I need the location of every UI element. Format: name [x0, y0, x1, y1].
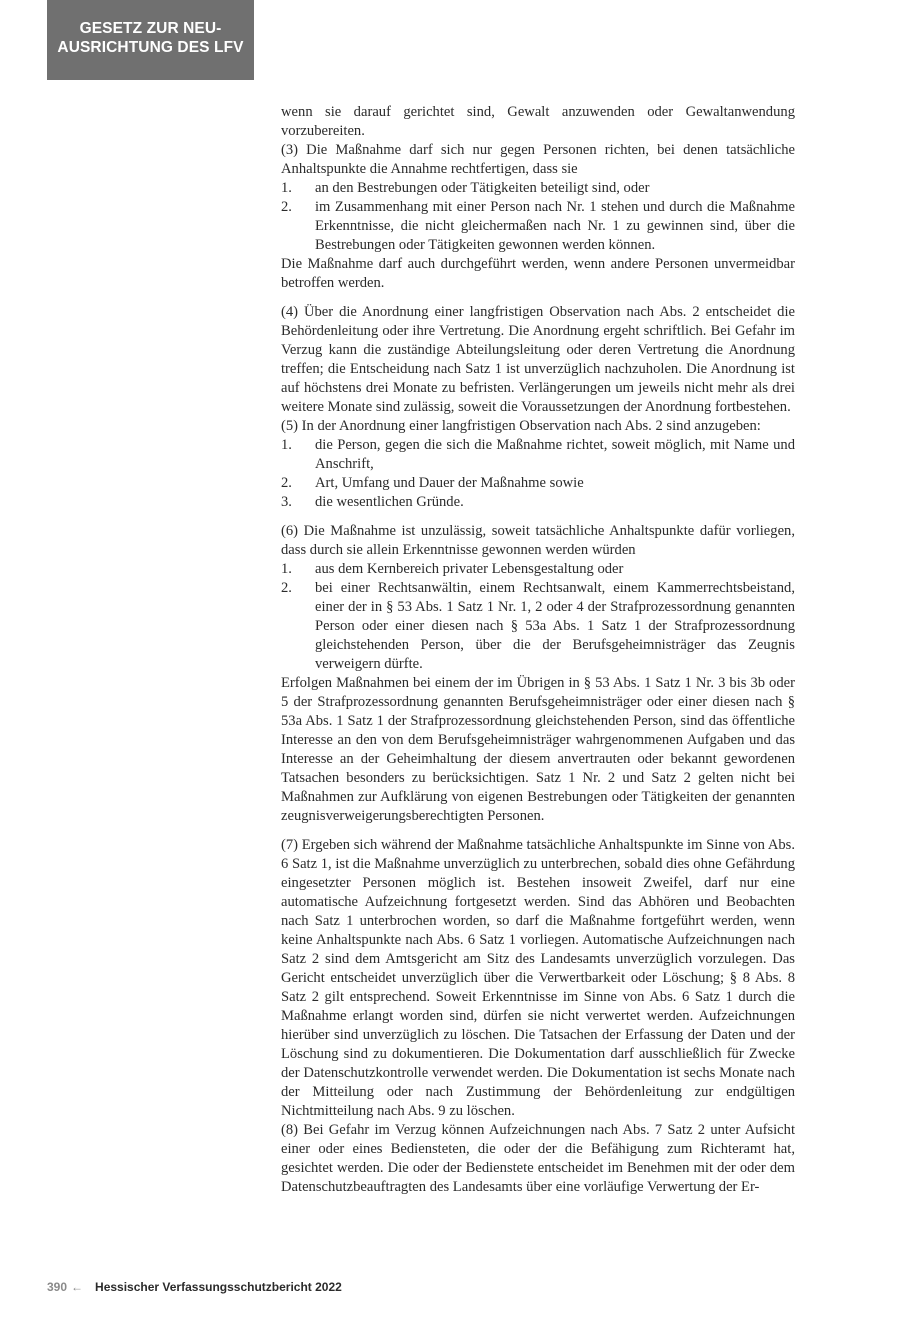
page-number: 390	[47, 1280, 68, 1294]
arrow-left-icon: ←	[71, 1280, 84, 1294]
section-4: (4) Über die Anordnung einer langfristigen Observation nach Abs. 2 entscheidet die Behördenleitung oder ihre Vertretung. Die Anordnung ergeht schriftlich. Bei Gefahr im Verzug kann die zuständige Abteilungsleitung oder deren Vertretung die Anordnung treffen; die Entscheidung nach Satz 1 ist unverzüglich nachzuholen. Die Anordnung ist auf höchstens drei Monate zu befristen. Verlängerungen um jeweils nicht mehr als drei weitere Monate sind zulässig, soweit die Voraussetzungen der Anordnung fortbestehen.	[281, 304, 795, 415]
section-3	[281, 141, 795, 293]
list-item-text: die Person, gegen die sich die Maßnahme richtet, soweit möglich, mit Name und Anschrift,	[315, 437, 795, 472]
list-item-text: an den Bestrebungen oder Tätigkeiten beteiligt sind, oder	[315, 180, 650, 196]
chapter-title-line-1: GESETZ ZUR NEU-	[79, 20, 222, 37]
list-item-text: im Zusammenhang mit einer Person nach Nr. 1 stehen und durch die Maßnahme Erkenntnisse, die nicht gleichermaßen nach Nr. 1 zu gewinnen sind, über die Bestrebungen oder Tätigkeiten gewonnen werden können.	[315, 199, 795, 253]
list-item	[281, 493, 795, 512]
list-item-number: 3.	[281, 494, 292, 510]
list-item-text: aus dem Kernbereich privater Lebensgestaltung oder	[315, 561, 624, 577]
section-7: (7) Ergeben sich während der Maßnahme tatsächliche Anhaltspunkte im Sinne von Abs. 6 Satz 1, ist die Maßnahme unverzüglich zu unterbrechen, sobald dies ohne Gefährdung eingesetzter Personen möglich ist. Bestehen insoweit Zweifel, darf nur eine automatische Aufzeichnung fortgesetzt werden. Sind das Abhören und Beobachten nach Satz 1 unterbrochen worden, so darf die Maßnahme fortgeführt werden, wenn keine Anhaltspunkte nach Abs. 6 Satz 1 vorliegen. Automatische Aufzeichnungen nach Satz 2 sind dem Amtsgericht am Sitz des Landesamts unverzüglich vorzulegen. Das Gericht entscheidet unverzüglich über die Verwertbarkeit oder Löschung; § 8 Abs. 8 Satz 2 gilt entsprechend. Soweit Erkenntnisse im Sinne von Abs. 6 Satz 1 durch die Maßnahme erlangt worden sind, dürfen sie nicht verwertet werden. Aufzeichnungen hierüber sind unverzüglich zu löschen. Die Tatsachen der Erfassung der Daten und der Löschung sind zu dokumentieren. Die Dokumentation darf ausschließlich für Zwecke der Datenschutzkontrolle verwendet werden. Die Dokumentation ist sechs Monate nach der Mitteilung oder nach Zustimmung der Behördenleitung zur endgültigen Nichtmitteilung nach Abs. 9 zu löschen.	[281, 837, 795, 1119]
section-8: (8) Bei Gefahr im Verzug können Aufzeichnungen nach Abs. 7 Satz 2 unter Aufsicht einer oder eines Bediensteten, die oder der die Befähigung zum Richteramt hat, gesichtet werden. Die oder der Bedienstete entscheidet im Benehmen mit der oder dem Datenschutzbeauftragten des Landesamts über eine vorläufige Verwertung der Er-	[281, 1122, 795, 1195]
paragraph-continuation: wenn sie darauf gerichtet sind, Gewalt anzuwenden oder Gewaltanwendung vorzubereiten.	[281, 104, 795, 139]
section-6-tail: Erfolgen Maßnahmen bei einem der im Übrigen in § 53 Abs. 1 Satz 1 Nr. 3 bis 3b oder 5 der Strafprozessordnung genannten Berufsgeheimnisträger oder einer diesen nach § 53a Abs. 1 Satz 1 der Strafprozessordnung gleichstehenden Person, sind das öffentliche Interesse an den von dem Berufsgeheimnisträger wahrgenommenen Aufgaben und das Interesse an der Geheimhaltung der diesem anvertrauten oder bekannt gewordenen Tatsachen besonders zu berücksichtigen. Satz 1 Nr. 2 und Satz 2 gelten nicht bei Maßnahmen zur Aufklärung von eigenen Bestrebungen oder Tätigkeiten der genannten zeugnisverweigerungsberechtigten Personen.	[281, 675, 795, 824]
list-item-text: bei einer Rechtsanwältin, einem Rechtsanwalt, einem Kammerrechtsbeistand, einer der in § 53 Abs. 1 Satz 1 Nr. 1, 2 oder 4 der Strafprozessordnung genannten Person oder einer diesen nach § 53a Abs. 1 Satz 1 der Strafprozessordnung gleichstehenden Person, über die der Berufsgeheimnisträger das Zeugnis verweigern dürfte.	[315, 580, 795, 672]
list-item-number: 1.	[281, 437, 292, 453]
section-6	[281, 522, 795, 826]
list-item-number: 2.	[281, 199, 292, 215]
list-item-number: 1.	[281, 561, 292, 577]
list-item-text: die wesentlichen Gründe.	[315, 494, 464, 510]
list-item	[281, 198, 795, 255]
section-3-intro: (3) Die Maßnahme darf sich nur gegen Personen richten, bei denen tatsächliche Anhaltspunkte die Annahme rechtfertigen, dass sie	[281, 142, 795, 177]
section-3-list	[281, 179, 795, 255]
list-item-number: 2.	[281, 475, 292, 491]
list-item	[281, 579, 795, 674]
publication-title: Hessischer Verfassungsschutzbericht 2022	[95, 1280, 342, 1294]
section-5-intro: (5) In der Anordnung einer langfristigen Observation nach Abs. 2 sind anzugeben:	[281, 418, 761, 434]
document-body	[281, 103, 795, 1197]
list-item-number: 1.	[281, 180, 292, 196]
section-6-list	[281, 560, 795, 674]
list-item-number: 2.	[281, 580, 292, 596]
section-6-intro: (6) Die Maßnahme ist unzulässig, soweit tatsächliche Anhaltspunkte dafür vorliegen, dass durch sie allein Erkenntnisse gewonnen werden würden	[281, 523, 795, 558]
list-item-text: Art, Umfang und Dauer der Maßnahme sowie	[315, 475, 584, 491]
list-item	[281, 474, 795, 493]
section-5	[281, 417, 795, 512]
list-item	[281, 436, 795, 474]
list-item	[281, 179, 795, 198]
section-5-list	[281, 436, 795, 512]
page-footer	[47, 1277, 342, 1297]
chapter-title-line-2: AUSRICHTUNG DES LFV	[57, 39, 244, 56]
list-item	[281, 560, 795, 579]
section-3-tail: Die Maßnahme darf auch durchgeführt werden, wenn andere Personen unvermeidbar betroffen werden.	[281, 256, 795, 291]
chapter-header-tab	[47, 0, 254, 80]
